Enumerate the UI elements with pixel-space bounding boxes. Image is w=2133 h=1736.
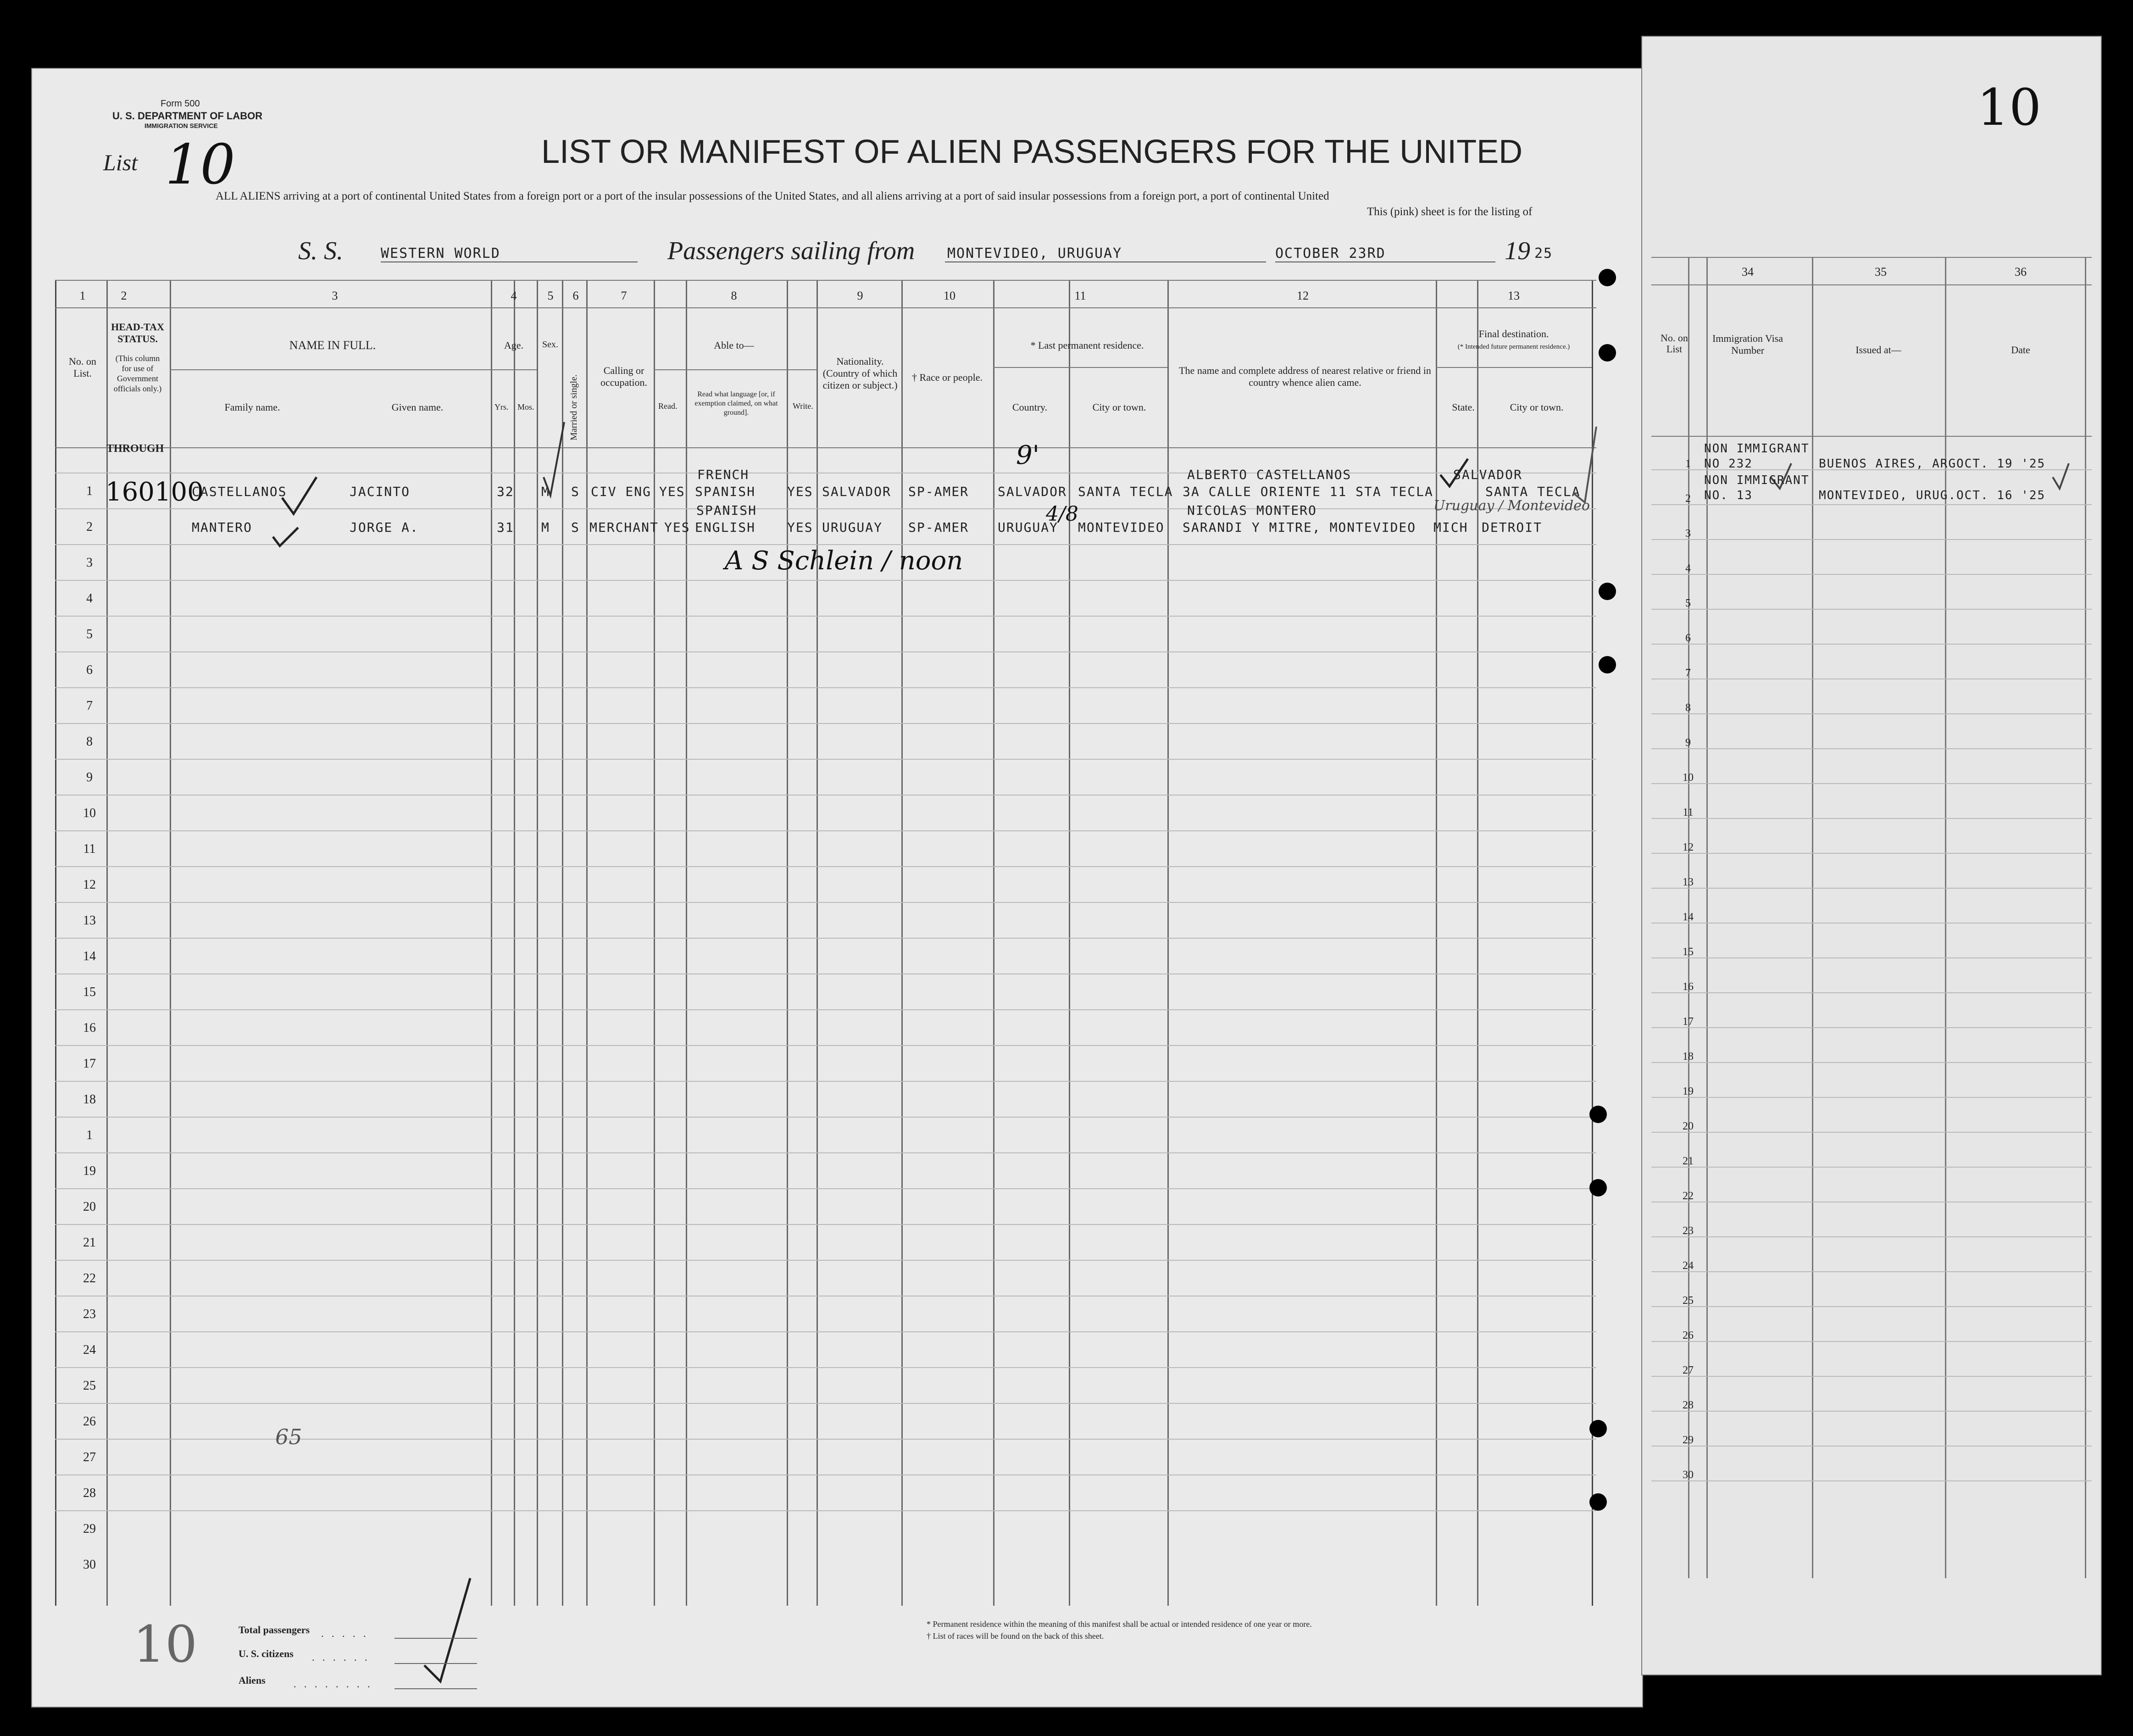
sailing-label: Passengers sailing from xyxy=(667,237,915,265)
dest-state: MICH xyxy=(1433,520,1468,535)
right-row-number: 20 xyxy=(1683,1120,1694,1132)
header-head-tax: HEAD-TAX STATUS. xyxy=(111,321,164,345)
right-row-number: 21 xyxy=(1683,1155,1694,1167)
footer-note-1: * Permanent residence within the meaning of this manifest shall be actual or intended residence of one year or more. xyxy=(927,1619,1312,1629)
sex: M xyxy=(541,484,550,499)
row-number: 3 xyxy=(86,556,93,570)
row-number: 19 xyxy=(83,1164,96,1178)
header-country: Country. xyxy=(1012,401,1048,413)
footer-aliens: Aliens xyxy=(239,1675,266,1686)
can-read: YES xyxy=(664,520,690,535)
year-prefix: 19 xyxy=(1505,237,1530,265)
residence-country: URUGUAY xyxy=(998,520,1059,535)
right-row-number: 19 xyxy=(1683,1085,1694,1097)
sex: M xyxy=(541,520,550,535)
occupation: CIV ENG xyxy=(591,484,652,499)
col-num: 10 xyxy=(944,289,955,302)
right-row-number: 28 xyxy=(1683,1399,1694,1411)
header-city: City or town. xyxy=(1092,401,1146,413)
right-row-number: 7 xyxy=(1685,667,1691,679)
right-header-no: No. on List xyxy=(1661,332,1688,355)
row-number: 21 xyxy=(83,1235,96,1250)
marital-status: S xyxy=(571,520,580,535)
row-number: 30 xyxy=(83,1558,96,1572)
given-name: JORGE A. xyxy=(350,520,419,535)
row-number: 6 xyxy=(86,663,93,677)
age-years: 31 xyxy=(497,520,514,535)
subtitle-line-1: ALL ALIENS arriving at a port of continental United States from a foreign port or a port of the insular possessions of the United States, and all aliens arriving at a port of said insular possessions from a foreign port, a port of continental United xyxy=(216,190,1329,202)
checkmark-icon xyxy=(1573,427,1596,502)
header-read-language: Read what language [or, if exemption claimed, on what ground]. xyxy=(694,390,778,417)
race: SP-AMER xyxy=(908,520,969,535)
right-row-number: 14 xyxy=(1683,911,1694,923)
checkmark-icon xyxy=(544,422,564,495)
right-row-number: 13 xyxy=(1683,876,1694,888)
row-number: 9 xyxy=(86,770,93,785)
relative-name: NICOLAS MONTERO xyxy=(1187,503,1317,518)
row-number: 8 xyxy=(86,734,93,749)
sailing-date: OCTOBER 23RD xyxy=(1275,245,1386,262)
header-final-destination: Final destination. xyxy=(1478,328,1549,339)
right-row-number: 6 xyxy=(1685,632,1691,644)
right-row-number: 27 xyxy=(1683,1364,1694,1376)
right-row-number: 26 xyxy=(1683,1330,1694,1341)
header-given-name: Given name. xyxy=(391,401,444,413)
dest-city: SANTA TECLA xyxy=(1485,484,1581,499)
handwritten-destination: Uruguay / Montevideo xyxy=(1433,498,1590,514)
visa-number: NO. 13 xyxy=(1704,489,1753,502)
col-num: 1 xyxy=(79,289,86,302)
page-title: LIST OR MANIFEST OF ALIEN PASSENGERS FOR THE UNITED xyxy=(541,134,1523,170)
row-number: 10 xyxy=(83,806,96,820)
col-num: 5 xyxy=(547,289,554,302)
header-calling: Calling or occupation. xyxy=(600,365,648,388)
visa-date: OCT. 16 '25 xyxy=(1956,489,2046,502)
dest-state: SALVADOR xyxy=(1453,467,1522,482)
checkmark-icon xyxy=(424,1578,470,1681)
header-state: State. xyxy=(1452,401,1475,413)
form-number: Form 500 xyxy=(161,99,200,109)
ticket-stamp: THROUGH xyxy=(106,443,164,455)
right-col-num: 35 xyxy=(1875,265,1887,278)
row-number: 23 xyxy=(83,1307,96,1321)
visa-issued-at: MONTEVIDEO, URUG. xyxy=(1819,489,1957,502)
list-number: 10 xyxy=(165,133,235,197)
can-write: YES xyxy=(787,520,813,535)
handwritten-9: 9' xyxy=(1016,440,1040,470)
checkmark-icon xyxy=(2053,463,2069,489)
header-sex: Sex. xyxy=(542,339,558,350)
header-mos: Mos. xyxy=(517,402,534,412)
right-row-number: 30 xyxy=(1683,1469,1694,1481)
row-number: 27 xyxy=(83,1450,96,1464)
subtitle-line-2: This (pink) sheet is for the listing of xyxy=(1367,206,1533,218)
header-relative: The name and complete address of nearest relative or friend in country whence alien came. xyxy=(1179,365,1431,388)
right-row-number: 2 xyxy=(1685,493,1691,505)
col-num: 12 xyxy=(1297,289,1309,302)
row-number: 16 xyxy=(83,1021,96,1035)
visa-issued-at: BUENOS AIRES, ARG xyxy=(1819,457,1957,471)
family-name: CASTELLANOS xyxy=(192,484,287,499)
row-number: 14 xyxy=(83,949,96,963)
header-race: † Race or people. xyxy=(912,372,983,383)
relative-address: 3A CALLE ORIENTE 11 STA TECLA xyxy=(1183,484,1433,499)
right-row-number: 3 xyxy=(1685,528,1691,540)
ss-label: S. S. xyxy=(298,237,343,265)
footer-total: Total passengers xyxy=(239,1624,310,1636)
department: U. S. DEPARTMENT OF LABOR xyxy=(112,110,263,122)
row-number: 22 xyxy=(83,1271,96,1285)
handwritten-list: 10 xyxy=(133,1615,197,1674)
header-married: Married or single. xyxy=(569,374,579,440)
col-num: 4 xyxy=(511,289,517,302)
right-header-visa: Immigration Visa Number xyxy=(1712,333,1783,356)
row-number: 13 xyxy=(83,913,96,928)
header-read: Read. xyxy=(658,401,678,411)
row-number: 18 xyxy=(83,1092,96,1107)
right-row-number: 25 xyxy=(1683,1295,1694,1307)
age-years: 32 xyxy=(497,484,514,499)
col-num: 13 xyxy=(1508,289,1520,302)
can-write: YES xyxy=(787,484,813,499)
occupation: MERCHANT xyxy=(589,520,659,535)
row-number: 1 xyxy=(86,1128,93,1142)
col-num: 11 xyxy=(1074,289,1086,302)
row-number: 28 xyxy=(83,1486,96,1500)
row-number: 17 xyxy=(83,1057,96,1071)
relative-name: ALBERTO CASTELLANOS xyxy=(1187,467,1352,482)
year-suffix: 25 xyxy=(1534,245,1553,262)
right-row-number: 15 xyxy=(1683,946,1694,958)
row-number: 24 xyxy=(83,1343,96,1357)
right-row-number: 22 xyxy=(1683,1190,1694,1202)
header-able-to: Able to— xyxy=(714,339,754,351)
checkmark-icon xyxy=(1440,459,1468,486)
row-number: 15 xyxy=(83,985,96,999)
can-read: YES xyxy=(659,484,685,499)
handwritten-signature: A S Schlein / noon xyxy=(725,546,963,576)
right-col-num: 36 xyxy=(2015,265,2027,278)
handwritten-48: 4/8 xyxy=(1046,502,1078,526)
relative-address: SARANDI Y MITRE, MONTEVIDEO xyxy=(1183,520,1416,535)
checkmark-icon xyxy=(282,477,317,514)
language-line-1: FRENCH xyxy=(697,467,750,482)
marital-status: S xyxy=(571,484,580,499)
header-last-residence: * Last permanent residence. xyxy=(1030,339,1144,351)
row-number: 2 xyxy=(86,520,93,534)
right-row-number: 4 xyxy=(1685,562,1691,574)
right-list-number: 10 xyxy=(1977,78,2041,137)
service: IMMIGRATION SERVICE xyxy=(144,122,218,129)
language-line-1: SPANISH xyxy=(696,503,757,518)
dest-city: DETROIT xyxy=(1482,520,1543,535)
right-row-number: 16 xyxy=(1683,981,1694,993)
departure-port: MONTEVIDEO, URUGUAY xyxy=(947,245,1122,262)
col-num: 9 xyxy=(857,289,863,302)
nationality: URUGUAY xyxy=(822,520,883,535)
visa-number: NO 232 xyxy=(1704,457,1753,471)
row-number: 26 xyxy=(83,1414,96,1429)
right-row-number: 24 xyxy=(1683,1260,1694,1272)
residence-city: SANTA TECLA xyxy=(1078,484,1173,499)
header-no-on-list: No. on List. xyxy=(69,356,96,379)
header-family-name: Family name. xyxy=(224,401,280,413)
row-number: 25 xyxy=(83,1379,96,1393)
header-yrs: Yrs. xyxy=(494,402,509,412)
col-num: 7 xyxy=(621,289,627,302)
col-num: 2 xyxy=(121,289,127,302)
col-num: 3 xyxy=(332,289,338,302)
right-row-number: 8 xyxy=(1685,702,1691,714)
header-name-in-full: NAME IN FULL. xyxy=(289,339,376,352)
row-number: 11 xyxy=(83,842,96,856)
row-number: 1 xyxy=(86,484,93,498)
language-line-2: ENGLISH xyxy=(695,520,756,535)
residence-city: MONTEVIDEO xyxy=(1078,520,1165,535)
right-row-number: 1 xyxy=(1685,458,1691,470)
ship-name: WESTERN WORLD xyxy=(381,245,500,262)
header-age: Age. xyxy=(504,339,524,351)
right-row-number: 5 xyxy=(1685,597,1691,609)
family-name: MANTERO xyxy=(192,520,253,535)
footer-note-2: † List of races will be found on the back of this sheet. xyxy=(927,1631,1104,1641)
col-num: 6 xyxy=(572,289,579,302)
row-number: 12 xyxy=(83,878,96,892)
row-number: 5 xyxy=(86,627,93,641)
header-final-note: (* Intended future permanent residence.) xyxy=(1457,343,1570,351)
residence-country: SALVADOR xyxy=(998,484,1067,499)
race: SP-AMER xyxy=(908,484,969,499)
language-line-2: SPANISH xyxy=(695,484,756,499)
checkmark-icon xyxy=(273,528,298,546)
nationality: SALVADOR xyxy=(822,484,891,499)
row-number: 4 xyxy=(86,591,93,606)
right-row-number: 23 xyxy=(1683,1225,1694,1237)
right-row-number: 9 xyxy=(1685,737,1691,749)
footer-citizens: U. S. citizens xyxy=(239,1648,294,1659)
handwritten-65: 65 xyxy=(275,1424,302,1449)
row-number: 20 xyxy=(83,1200,96,1214)
visa-date: OCT. 19 '25 xyxy=(1956,457,2046,471)
right-row-number: 29 xyxy=(1683,1434,1694,1446)
right-row-number: 12 xyxy=(1683,841,1694,853)
right-row-number: 11 xyxy=(1683,807,1694,818)
right-row-number: 18 xyxy=(1683,1051,1694,1063)
right-header-issued: Issued at— xyxy=(1855,344,1901,356)
list-label: List xyxy=(103,150,138,175)
given-name: JACINTO xyxy=(350,484,411,499)
header-nationality: Nationality. (Country of which citizen or subject.) xyxy=(822,356,898,391)
right-header-date: Date xyxy=(2011,344,2030,356)
head-tax-value: 160100 xyxy=(106,477,204,507)
col-num: 8 xyxy=(731,289,737,302)
right-col-num: 34 xyxy=(1742,265,1754,278)
row-number: 7 xyxy=(86,699,93,713)
header-head-tax-note: (This column for use of Government officials only.) xyxy=(113,354,162,393)
visa-type: NON IMMIGRANT xyxy=(1704,473,1810,487)
right-row-number: 10 xyxy=(1683,772,1694,784)
header-dest-city: City or town. xyxy=(1510,401,1564,413)
header-write: Write. xyxy=(793,401,813,411)
visa-type: NON IMMIGRANT xyxy=(1704,442,1810,456)
right-row-number: 17 xyxy=(1683,1016,1694,1028)
row-number: 29 xyxy=(83,1522,96,1536)
